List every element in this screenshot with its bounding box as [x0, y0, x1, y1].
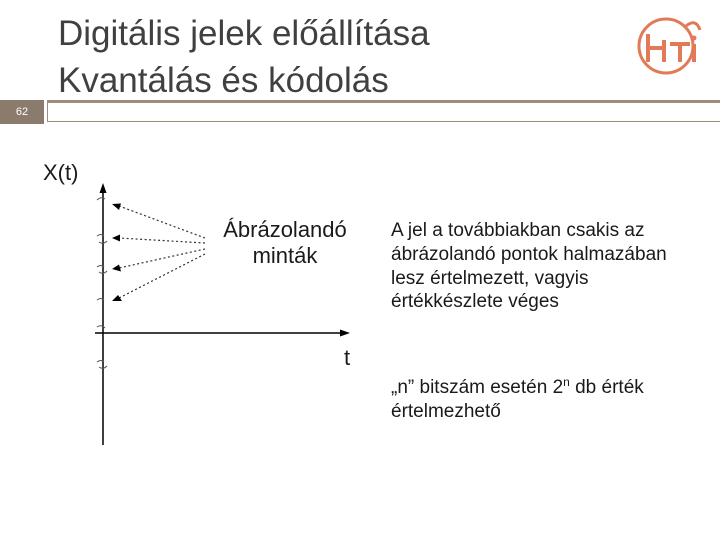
samples-annotation-line-1: Ábrázolandó	[223, 217, 347, 242]
explanation-paragraph: A jel a továbbiakban csakis az ábrázolandó pontok halmazában lesz értelmezett, vagyis értékkészlete véges	[391, 220, 667, 313]
samples-annotation	[210, 217, 360, 270]
quantization-levels	[97, 198, 107, 369]
x-axis-label: t	[344, 345, 351, 370]
sample-pointer-arrows	[119, 206, 205, 298]
slide-number: 62	[0, 100, 44, 124]
slide-title-line-1: Digitális jelek előállítása	[58, 14, 430, 53]
slide-title-line-2: Kvantálás és kódolás	[58, 61, 389, 100]
bit-count-paragraph	[391, 375, 691, 424]
bit-count-suffix: db érték értelmezhető	[391, 377, 644, 422]
sample-arrowheads	[112, 204, 122, 302]
y-axis-label: X(t)	[43, 160, 79, 185]
samples-annotation-line-2: minták	[252, 243, 318, 269]
bit-count-prefix: „n” bitszám esetén 2	[391, 377, 564, 398]
bit-count-exponent: n	[563, 375, 570, 389]
